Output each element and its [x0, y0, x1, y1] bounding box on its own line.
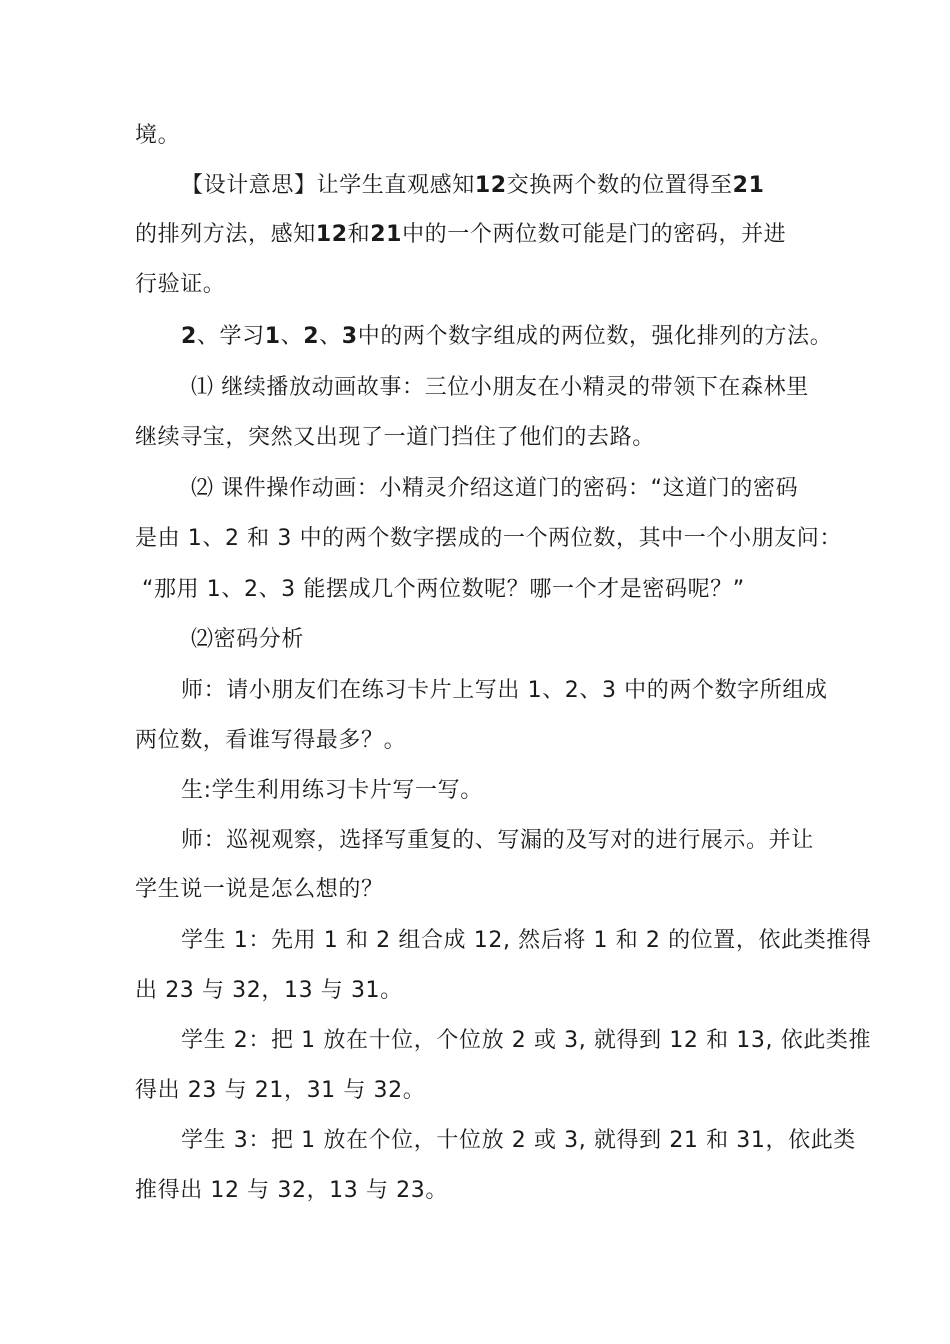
paragraph-line: 两位数，看谁写得最多？。 [135, 728, 407, 753]
section-heading: 2、学习1、2、3中的两个数字组成的两位数，强化排列的方法。 [181, 324, 833, 349]
paragraph-line: 推得出 12 与 32，13 与 23。 [135, 1178, 448, 1203]
paragraph-line: 是由 1、2 和 3 中的两个数字摆成的一个两位数，其中一个小朋友问： [135, 526, 842, 551]
paragraph-line: 继续寻宝，突然又出现了一道门挡住了他们的去路。 [135, 425, 655, 450]
paragraph-line: 行验证。 [135, 272, 226, 297]
paragraph-line: 学生 2：把 1 放在十位，个位放 2 或 3, 就得到 12 和 13, 依此类推 [181, 1028, 872, 1053]
paragraph-line: 学生说一说是怎么想的？ [135, 877, 384, 902]
paragraph-line: 师：巡视观察，选择写重复的、写漏的及写对的进行展示。并让 [181, 828, 814, 853]
paragraph-line: 境。 [135, 123, 181, 148]
paragraph-line: 师：请小朋友们在练习卡片上写出 1、2、3 中的两个数字所组成 [181, 678, 828, 703]
paragraph-line: “那用 1、2、3 能摆成几个两位数呢？哪一个才是密码呢？” [142, 577, 745, 602]
paragraph-line: ⑴ 继续播放动画故事：三位小朋友在小精灵的带领下在森林里 [191, 375, 809, 400]
paragraph-line: 【设计意思】让学生直观感知12交换两个数的位置得至21 [181, 173, 765, 198]
paragraph-line: 出 23 与 32，13 与 31。 [135, 978, 403, 1003]
paragraph-line: 生:学生利用练习卡片写一写。 [181, 778, 483, 803]
paragraph-line: 得出 23 与 21，31 与 32。 [135, 1078, 426, 1103]
paragraph-line: ⑵密码分析 [191, 627, 305, 652]
paragraph-line: 学生 3：把 1 放在个位，十位放 2 或 3, 就得到 21 和 31，依此类 [181, 1128, 856, 1153]
paragraph-line: 的排列方法，感知12和21中的一个两位数可能是门的密码，并进 [135, 222, 787, 247]
paragraph-line: 学生 1：先用 1 和 2 组合成 12, 然后将 1 和 2 的位置，依此类推得 [181, 928, 872, 953]
paragraph-line: ⑵ 课件操作动画：小精灵介绍这道门的密码：“这道门的密码 [191, 476, 799, 501]
